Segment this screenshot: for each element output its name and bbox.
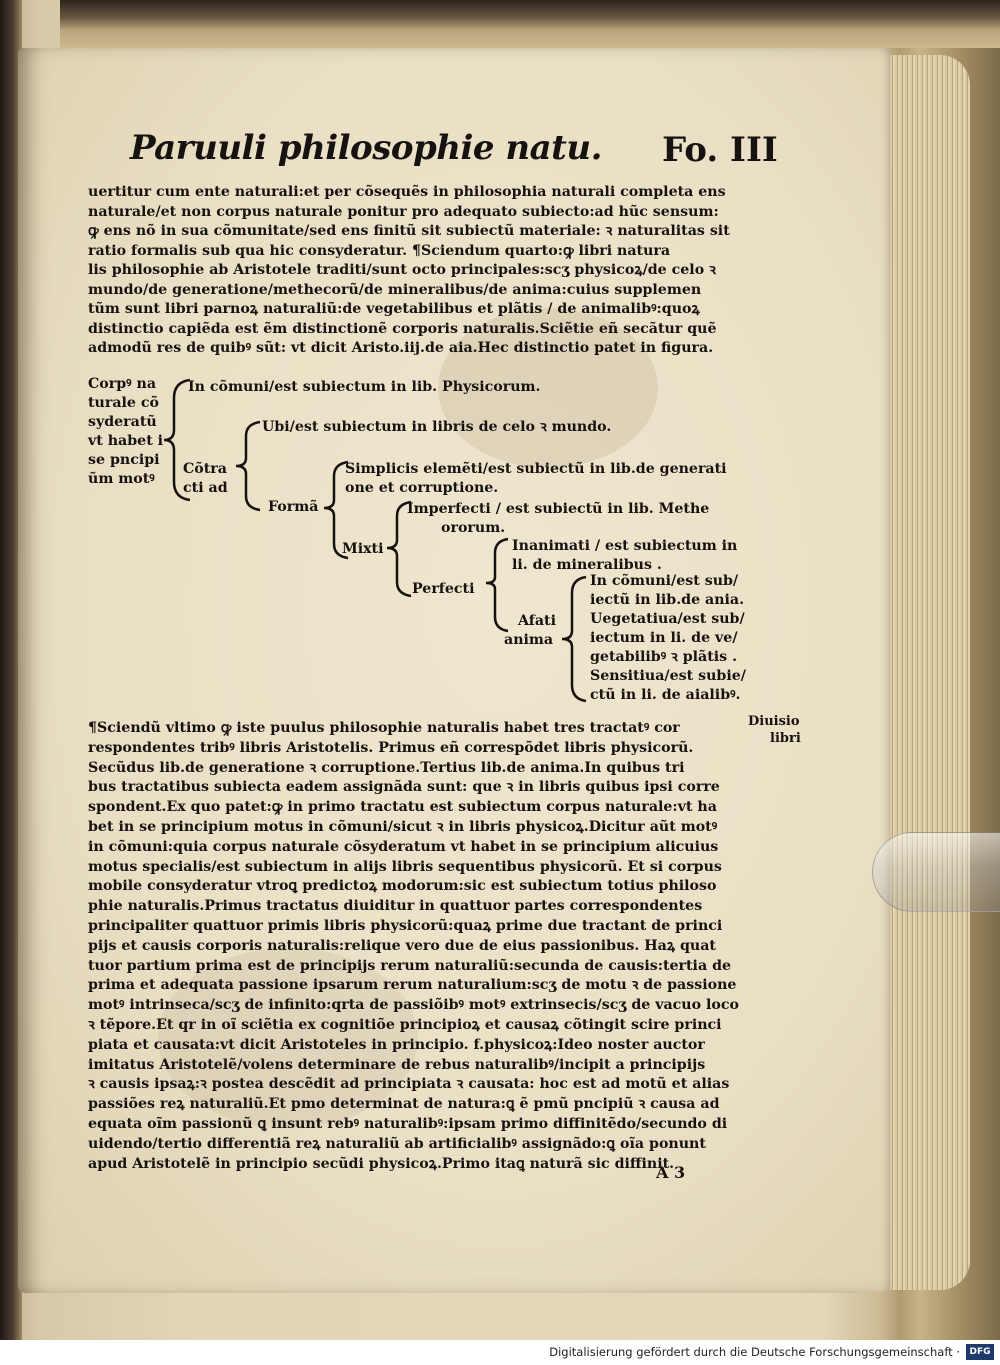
text-line: respondentes tribꝰ libris Aristotelis. Primus eñ correspõdet libris physicorũ. [88,739,694,756]
tree-node-forma: Formã [268,499,319,515]
running-head-title: Paruuli philosophie natu. [130,128,602,168]
text-line: Secũdus lib.de generatione ꝛ corruptione.Tertius lib.de anima.In quibus tri [88,759,685,776]
text-line: distinctio capiẽda est ẽm distinctionẽ corporis naturalis.Sciẽtie eñ secãtur quẽ [88,320,717,337]
signature-mark: A 3 [656,1163,686,1182]
text-line: tũm sunt libri parnoꝝ naturaliũ:de vegetabilibus et plãtis / de animalibꝰ:quoꝝ [88,301,700,317]
tree-root-line: turale cõ [88,395,159,411]
tree-node-perfecti: Perfecti [412,581,475,597]
footer-credit: Digitalisierung gefördert durch die Deutsche Forschungsgemeinschaft · [549,1345,960,1359]
tree-leaf-line: getabilibꝰ ꝛ plãtis . [590,649,738,665]
text-line: passiões reꝝ naturaliũ.Et pmo determinat de natura:ꝗ ẽ pmũ pncipiũ ꝛ causa ad [88,1096,720,1113]
tree-leaf-line: ctũ in li. de aialibꝰ. [590,687,741,703]
tree-root [88,375,163,489]
dfg-logo: DFG [966,1344,994,1360]
text-line: tuor partium prima est de principijs rerum naturaliũ:secunda de causis:tertia de [88,957,732,974]
text-line: apud Aristotelẽ in principio secũdi physicoꝝ.Primo itaꝗ naturã sic diffinit. [88,1155,675,1172]
text-line: bus tractatibus subiecta eadem assignãda sunt: que ꝛ in libris quibus ipsi corre [88,779,720,796]
text-line: equata oĩm passionũ ꝗ insunt rebꝰ naturalibꝰ:ipsam primo diffinitẽdo/secundo di [88,1115,728,1132]
tree-node-line: li. de mineralibus . [512,557,662,573]
page-edges [880,55,970,1290]
tree-node-anima [504,612,556,650]
tree-node-communi: In cõmuni/est subiectum in lib. Physicorum. [188,379,541,395]
tree-node-line: Afati [518,613,556,629]
text-line: bet in se principium motus in cõmuni/sicut ꝛ in libris physicoꝝ.Dicitur aũt motꝰ [88,818,718,835]
tree-node-line: one et corruptione. [345,480,499,496]
text-line: ¶Sciendũ vltimo ꝙ iste puulus philosophie naturalis habet tres tractatꝰ cor [88,720,680,736]
tree-node-line: Imperfecti / est subiectũ in lib. Methe [407,501,710,517]
paragraph-2 [88,719,739,1174]
tree-node-imperfecti [407,500,709,538]
text-line: ratio formalis sub qua hic consyderatur. ¶Sciendum quarto:ꝙ libri natura [88,242,671,259]
tree-leaf-line: iectum in li. de ve/ [590,630,738,646]
tree-leaf-line: Sensitiua/est subie/ [590,668,746,684]
text-line: imitatus Aristotelẽ/volens determinare de rebus naturalibꝰ/incipit a principijs [88,1056,706,1073]
marginal-note [748,713,801,747]
book-top-edge [60,0,1000,48]
note-line: libri [770,731,801,746]
text-line: ꝛ causis ipsaꝝ:ꝛ postea descẽdit ad principiata ꝛ causata: hoc est ad motũ et alias [88,1076,730,1093]
tree-node-mixti: Mixti [342,541,384,557]
tree-anima-leaves [590,572,746,705]
text-line: piata et causata:vt dicit Aristoteles in principio. f.physicoꝝ:Ideo noster auctor [88,1036,705,1053]
text-line: uertitur cum ente naturali:et per cõsequẽs in philosophia naturali completa ens [88,184,726,200]
tree-node-inanimati [512,537,737,575]
tree-leaf-line: Uegetatiua/est sub/ [590,611,745,627]
brace-anima [558,575,592,703]
text-line: ꝙ ens nõ in sua cõmunitate/sed ens finitũ sit subiectũ materiale: ꝛ naturalitas sit [88,223,730,239]
text-line: motus specialis/est subiectum in alijs libris sequentibus physicorũ. Et si corpus [88,858,722,875]
tree-root-line: se pncipi [88,452,160,468]
text-line: admodũ res de quibꝰ sũt: vt dicit Aristo.iij.de aia.Hec distinctio patet in figura. [88,340,714,356]
text-line: spondent.Ex quo patet:ꝙ in primo tractatu est subiectum corpus naturale:vt ha [88,799,717,816]
tree-leaf-line: iectũ in lib.de ania. [590,592,745,608]
text-line: mobile consyderatur vtroꝗ predictoꝝ modorum:sic est subiectum totius philoso [88,878,717,895]
footer-bar [0,1340,1000,1365]
text-line: prima et adequata passione ipsarum rerum naturalium:scʒ de motu ꝛ de passione [88,977,737,994]
tree-root-line: ũm motꝰ [88,471,155,487]
tree-node-simplicis [345,460,727,498]
tree-root-line: vt habet i [88,433,164,449]
text-line: in cõmuni:quia corpus naturale cõsyderatum vt habet in se principium alicuius [88,838,719,855]
tree-node-line: ororum. [441,520,506,536]
page-clip [872,832,1000,912]
text-line: lis philosophie ab Aristotele traditi/sunt octo principales:scʒ physicoꝝ/de celo ꝛ [88,262,716,278]
tree-node-contracti [183,460,228,498]
tree-node-line: Inanimati / est subiectum in [512,538,738,554]
text-line: uidendo/tertio differentiã reꝝ naturaliũ ab artificialibꝰ assignãdo:ꝗ oĩa ponunt [88,1135,706,1152]
text-line: principaliter quattuor primis libris physicorũ:quaꝝ prime due tractant de princi [88,917,723,934]
note-line: Diuisio [748,714,800,729]
text-line: motꝰ intrinseca/scʒ de infinito:qrta de passiõibꝰ motꝰ extrinsecis/scʒ de vacuo loco [88,997,739,1014]
tree-node-line: anima [504,632,554,648]
tree-node-line: cti ad [183,480,228,496]
tree-root-line: Corpꝰ na [88,376,157,392]
tree-node-ubi: Ubi/est subiectum in libris de celo ꝛ mundo. [262,419,612,435]
folio-number: Fo. III [662,130,778,170]
tree-leaf-line: In cõmuni/est sub/ [590,573,739,589]
text-line: ꝛ tẽpore.Et qr in oĩ sciẽtia ex cognitiõe principioꝝ et causaꝝ cõtingit scire princi [88,1016,722,1033]
tree-root-line: syderatũ [88,414,157,430]
text-line: pijs et causis corporis naturalis:relique vero due de eius passionibus. Haꝝ quat [88,937,716,954]
text-line: mundo/de generatione/methecorũ/de mineralibus/de anima:cuius supplemen [88,281,702,298]
tree-node-line: Simplicis elemẽti/est subiectũ in lib.de generati [345,461,727,477]
tree-node-line: Cõtra [183,461,227,477]
text-line: naturale/et non corpus naturale ponitur pro adequato subiecto:ad hũc sensum: [88,203,719,220]
text-line: phie naturalis.Primus tractatus diuiditur in quattuor partes correspondentes [88,898,703,915]
paragraph-1 [88,183,730,359]
